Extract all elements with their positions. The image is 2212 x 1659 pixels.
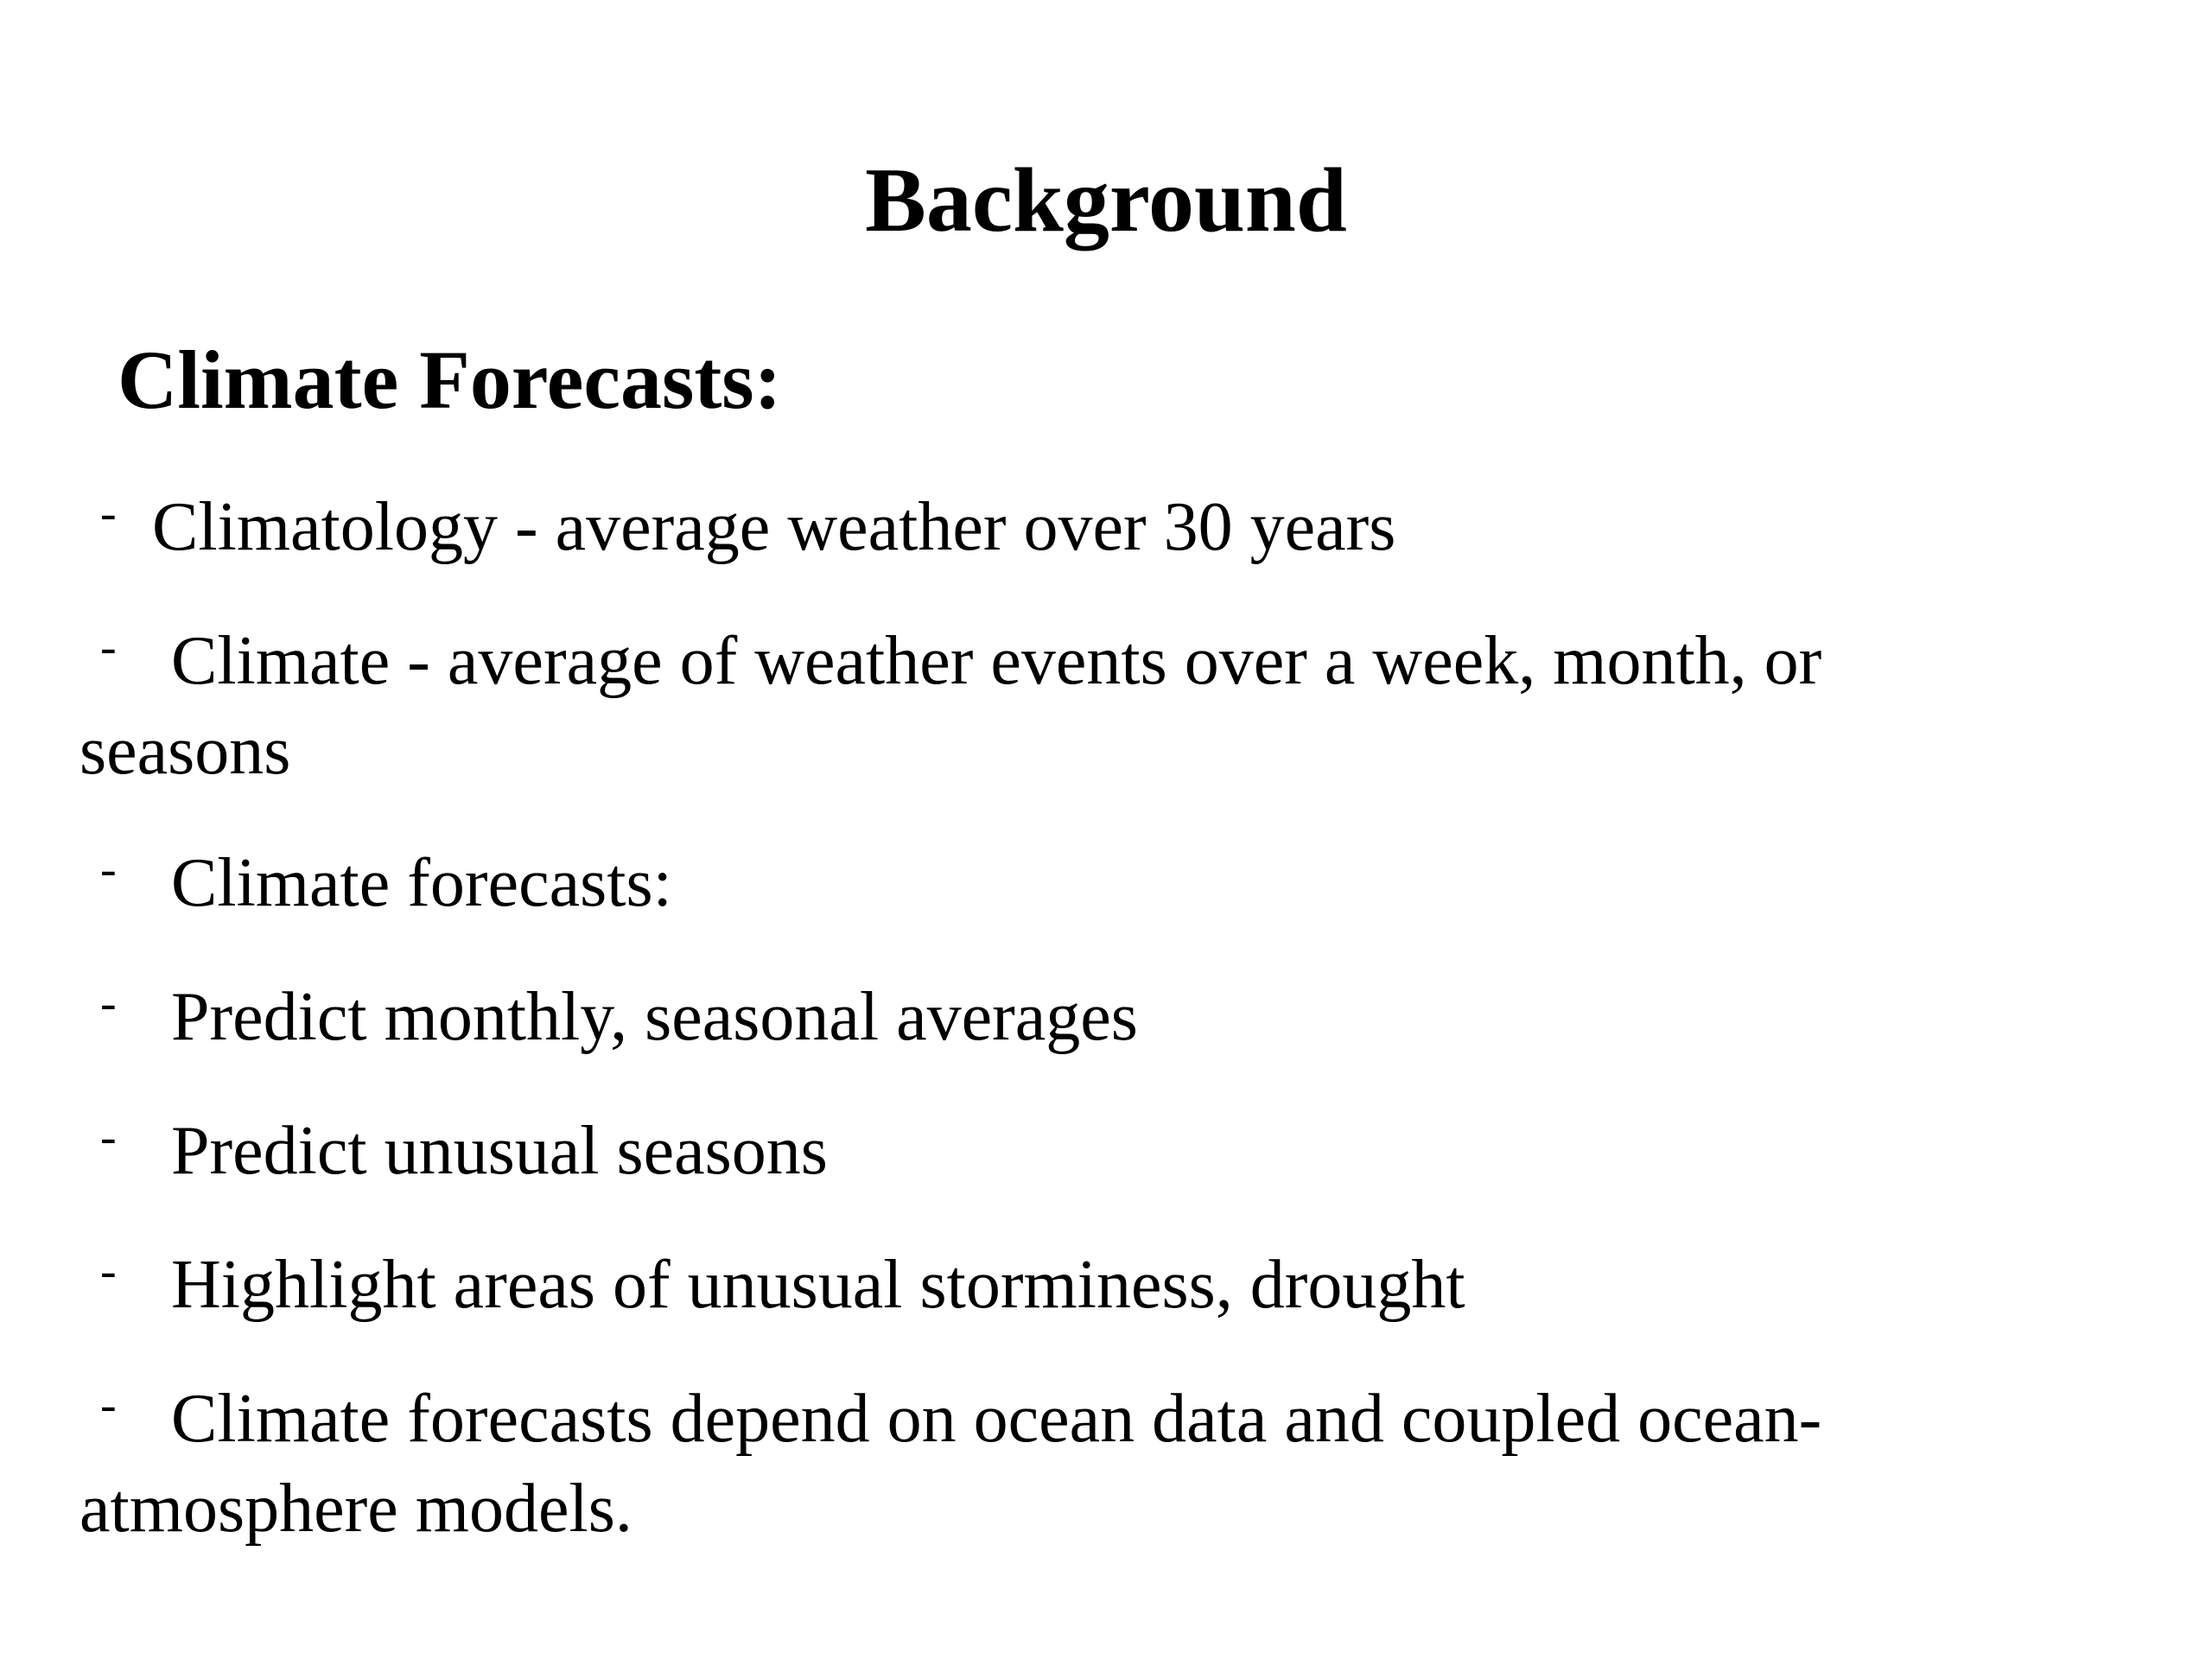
bullet-item-3 xyxy=(79,838,1980,928)
bullet-dash: - xyxy=(100,842,117,896)
bullet-item-6 xyxy=(79,1240,1980,1330)
bullet-text: Climate forecasts depend on ocean data and coupled ocean-atmosphere models. xyxy=(79,1381,1822,1547)
bullet-item-4 xyxy=(79,972,1980,1062)
bullet-text: Climate - average of weather events over a week, month, or seasons xyxy=(79,623,1822,789)
bullet-item-1 xyxy=(79,482,1980,572)
bullet-text: Highlight areas of unusual storminess, drought xyxy=(171,1247,1465,1323)
bullet-text: Climate forecasts: xyxy=(171,845,672,921)
bullet-dash: - xyxy=(100,1378,117,1432)
section-heading: Climate Forecasts: xyxy=(118,334,782,426)
bullet-dash: - xyxy=(100,1110,117,1164)
bullet-text: Climatology - average weather over 30 years xyxy=(152,489,1396,565)
bullet-dash: - xyxy=(100,1244,117,1298)
bullet-item-5 xyxy=(79,1106,1980,1196)
bullet-item-2 xyxy=(79,616,1980,796)
bullet-dash: - xyxy=(100,976,117,1030)
bullet-dash: - xyxy=(100,486,117,540)
bullet-item-7 xyxy=(79,1374,1980,1554)
bullet-dash: - xyxy=(100,620,117,674)
bullet-text: Predict unusual seasons xyxy=(171,1113,828,1189)
bullet-text: Predict monthly, seasonal averages xyxy=(171,979,1138,1055)
slide-title: Background xyxy=(865,149,1347,251)
